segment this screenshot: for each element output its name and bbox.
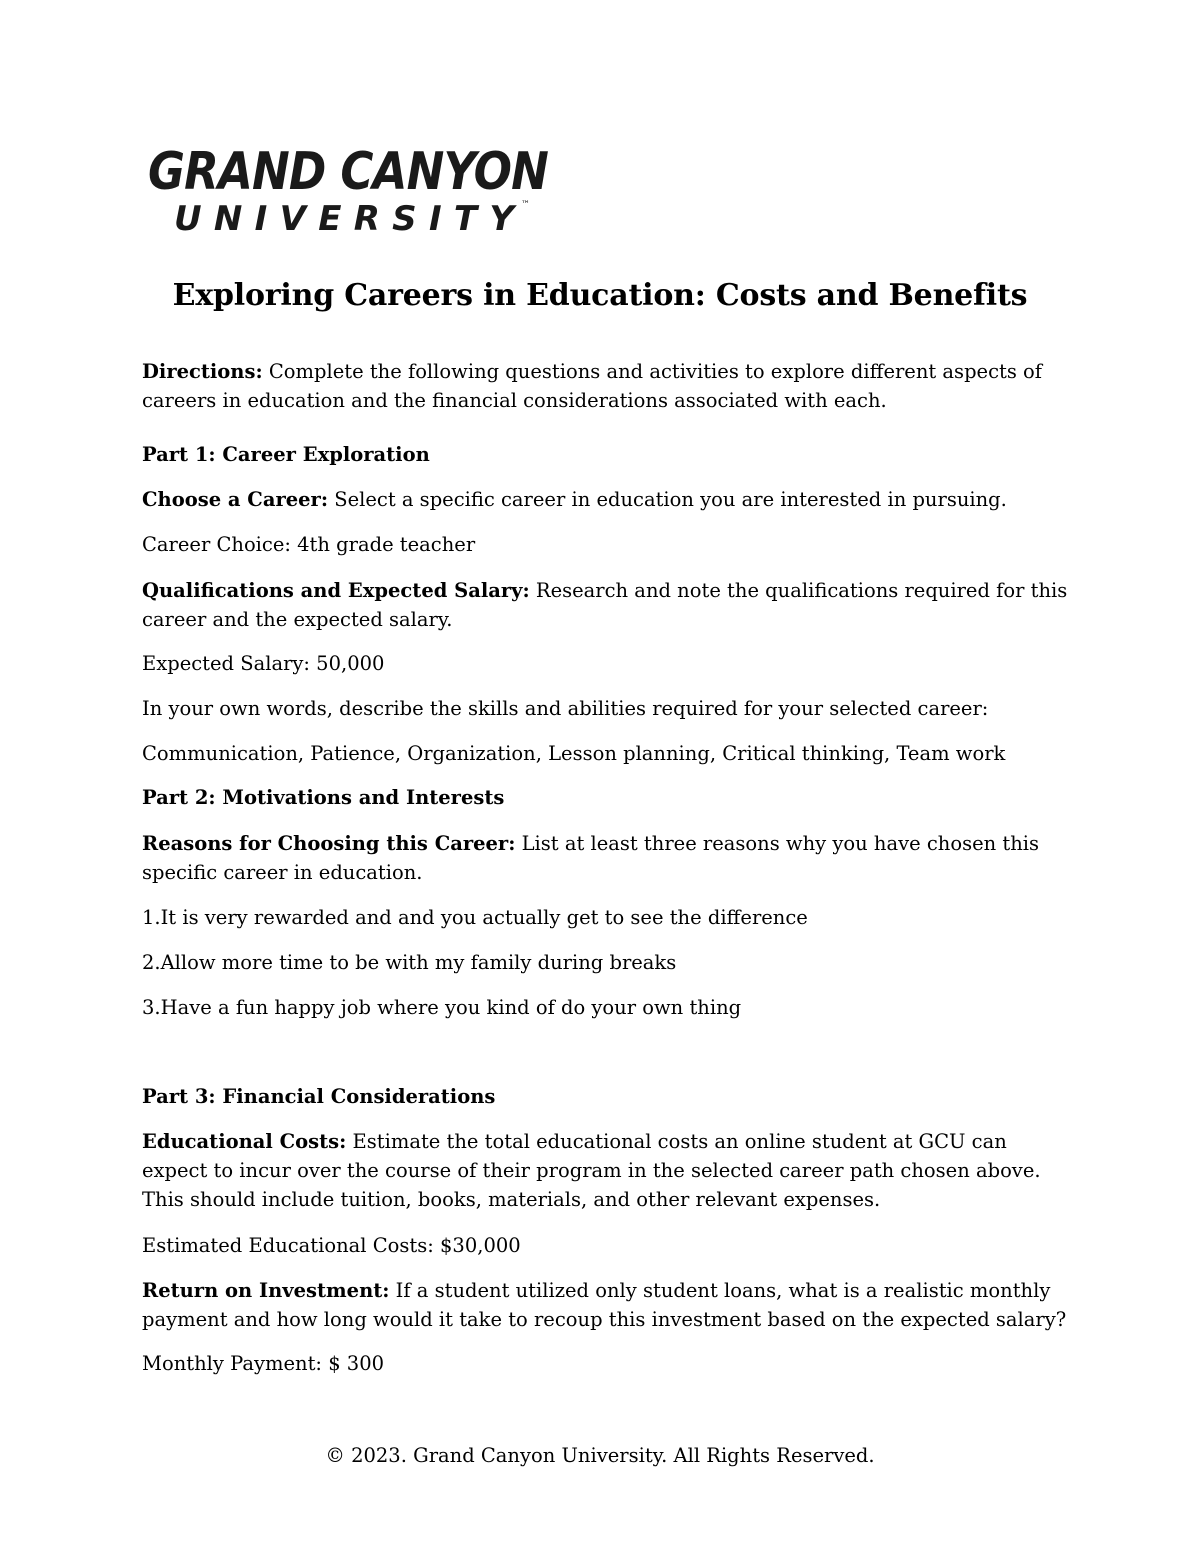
part1-heading: Part 1: Career Exploration bbox=[142, 443, 430, 466]
educational-costs-paragraph bbox=[142, 1127, 1072, 1214]
expected-salary-answer: Expected Salary: 50,000 bbox=[142, 652, 385, 675]
choose-career-label: Choose a Career: bbox=[142, 488, 329, 511]
directions-text: Complete the following questions and activities to explore different aspects of careers in education and the financial considerations associated with each. bbox=[142, 360, 1043, 412]
directions-paragraph bbox=[142, 357, 1072, 415]
choose-career-paragraph bbox=[142, 485, 1072, 514]
directions-label: Directions: bbox=[142, 360, 263, 383]
skills-prompt: In your own words, describe the skills and abilities required for your selected career: bbox=[142, 697, 989, 720]
reasons-text: List at least three reasons why you have chosen this specific career in education. bbox=[142, 832, 1040, 884]
educational-costs-text: Estimate the total educational costs an online student at GCU can expect to incur over the course of their program in the selected career path chosen above. This should include tuition, books, materials, and other relevant expenses. bbox=[142, 1130, 1041, 1211]
roi-text: If a student utilized only student loans, what is a realistic monthly payment and how long would it take to recoup this investment based on the expected salary? bbox=[142, 1279, 1067, 1331]
qualifications-paragraph bbox=[142, 576, 1072, 634]
page-title: Exploring Careers in Education: Costs and Benefits bbox=[172, 278, 1028, 313]
roi-label: Return on Investment: bbox=[142, 1279, 390, 1302]
monthly-payment-answer: Monthly Payment: $ 300 bbox=[142, 1352, 385, 1375]
reason-item-1: 1.It is very rewarded and and you actually get to see the difference bbox=[142, 906, 808, 929]
copyright-footer: © 2023. Grand Canyon University. All Rights Reserved. bbox=[325, 1444, 875, 1467]
part3-heading: Part 3: Financial Considerations bbox=[142, 1085, 496, 1108]
roi-paragraph bbox=[142, 1276, 1072, 1334]
reasons-paragraph bbox=[142, 829, 1072, 887]
choose-career-text: Select a specific career in education you are interested in pursuing. bbox=[328, 488, 1007, 511]
skills-answer: Communication, Patience, Organization, Lesson planning, Critical thinking, Team work bbox=[142, 742, 1006, 765]
qualifications-text: Research and note the qualifications required for this career and the expected salary. bbox=[142, 579, 1068, 631]
reason-item-3: 3.Have a fun happy job where you kind of do your own thing bbox=[142, 996, 742, 1019]
logo-line2: UNIVERSITY bbox=[174, 199, 514, 239]
qualifications-label: Qualifications and Expected Salary: bbox=[142, 579, 530, 602]
career-choice-answer: Career Choice: 4th grade teacher bbox=[142, 533, 476, 556]
reason-item-2: 2.Allow more time to be with my family during breaks bbox=[142, 951, 677, 974]
logo-line1: GRAND CANYON bbox=[148, 145, 549, 202]
university-logo bbox=[146, 145, 566, 240]
reasons-label: Reasons for Choosing this Career: bbox=[142, 832, 516, 855]
part2-heading: Part 2: Motivations and Interests bbox=[142, 786, 505, 809]
educational-costs-label: Educational Costs: bbox=[142, 1130, 347, 1153]
logo-trademark: ™ bbox=[521, 200, 530, 210]
estimated-costs-answer: Estimated Educational Costs: $30,000 bbox=[142, 1234, 521, 1257]
